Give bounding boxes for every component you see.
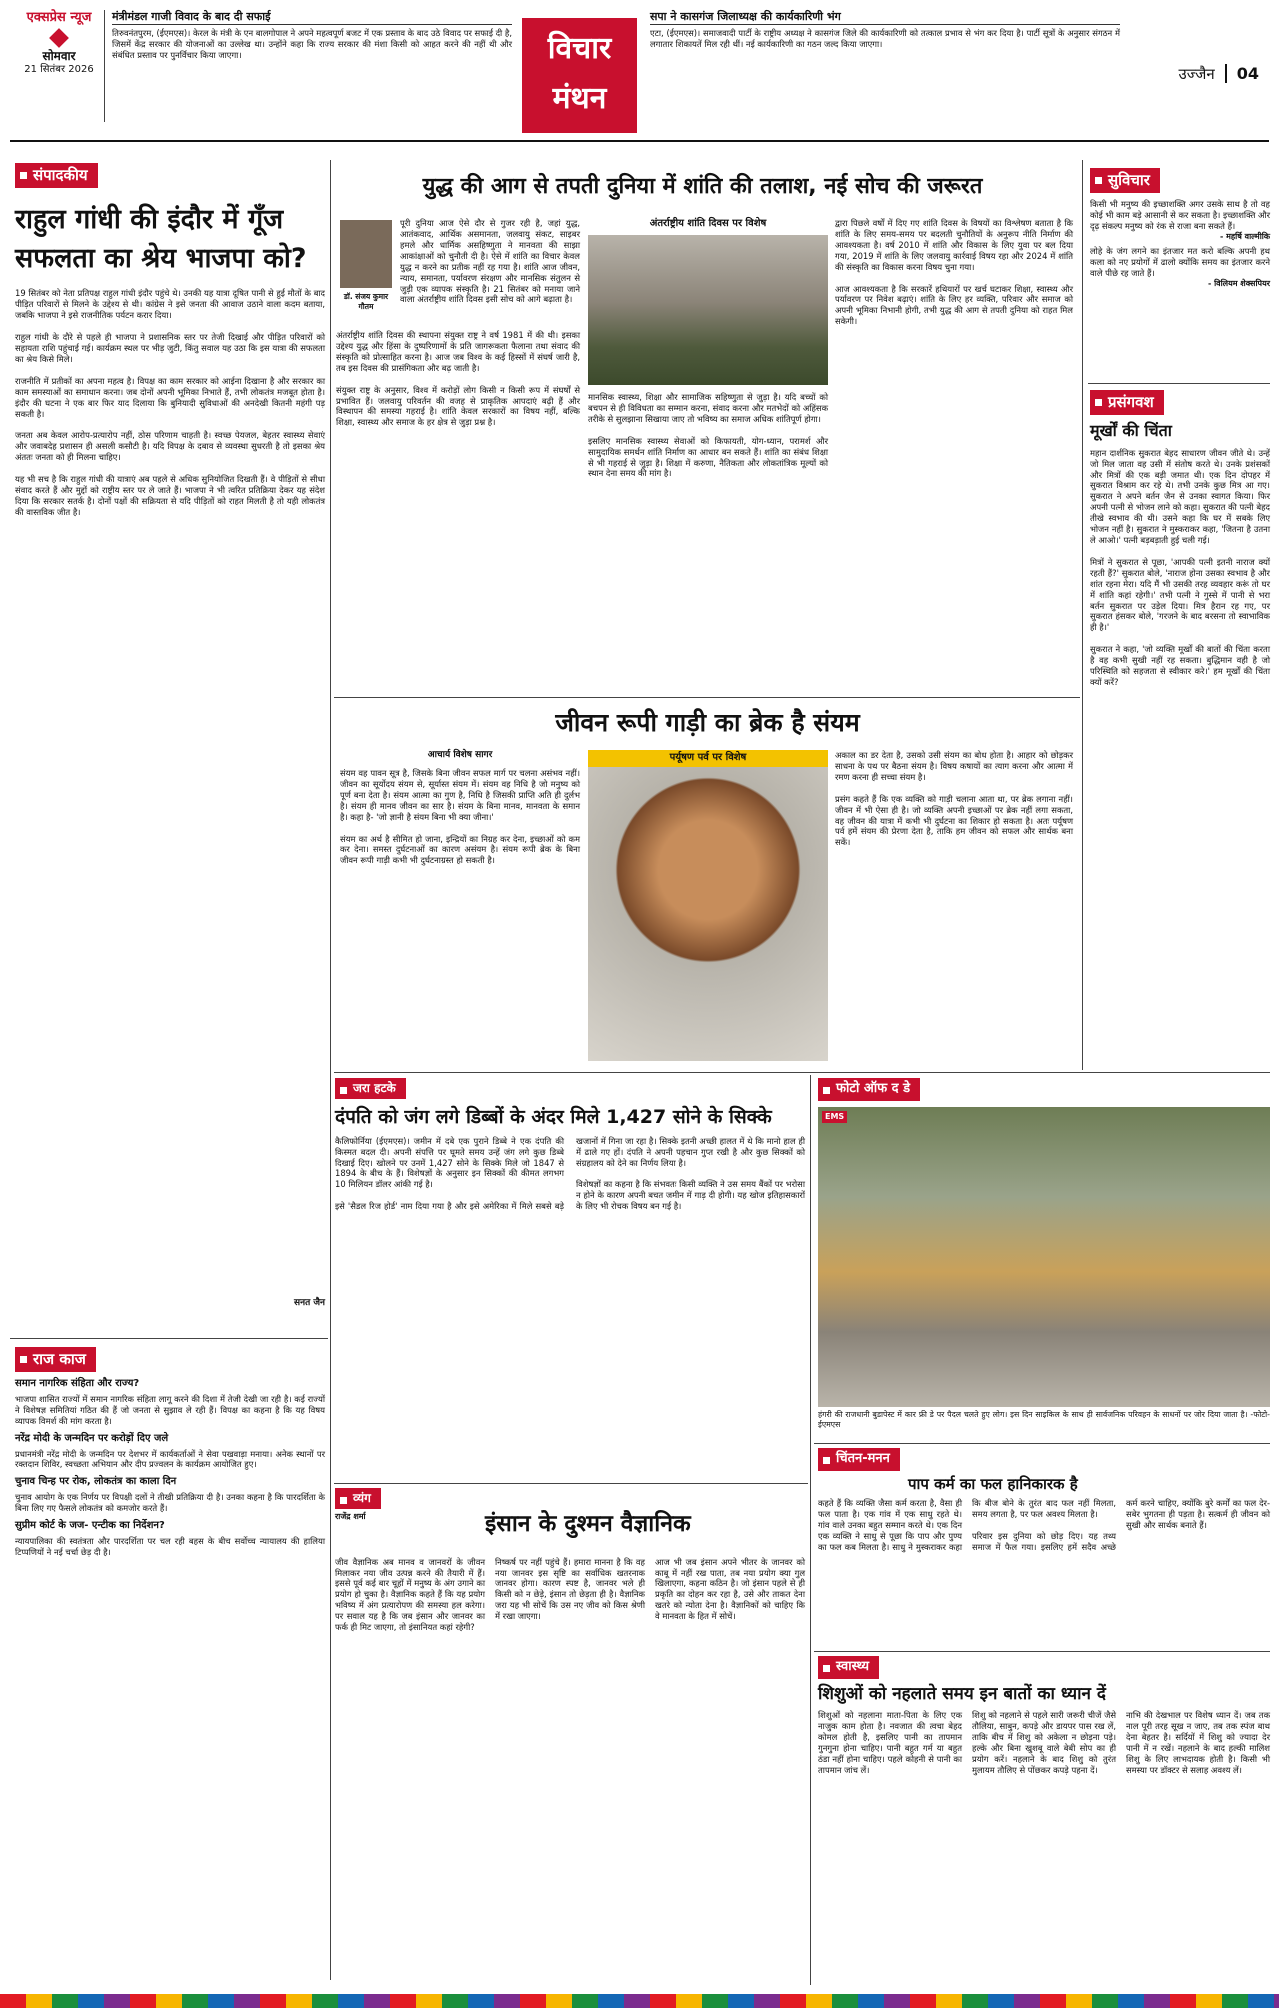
swasthya-headline: शिशुओं को नहलाते समय इन बातों का ध्यान दें [818,1683,1106,1704]
raj-kaaj-section [15,1347,328,1987]
raj-kaaj-tag: राज काज [15,1347,96,1372]
top-brief-right [650,10,1123,128]
raj-kaaj-item-title: समान नागरिक संहिता और राज्य? [15,1378,140,1390]
brand-name: एक्सप्रेस न्यूज [26,10,92,25]
chintan-tag: चिंतन-मनन [818,1448,900,1471]
masthead-date: 21 सितंबर 2026 [24,63,94,75]
suvichar-section [1090,168,1273,378]
raj-kaaj-item-title: सुप्रीम कोर्ट के जज- एन्टीक का निर्देशन? [15,1520,165,1532]
suvichar-author-1: - महर्षि वाल्मीकि [1220,231,1270,241]
budapest-car-free-day-photo [818,1107,1270,1407]
top-brief-left-text: तिरुवनंतपुरम, (ईएमएस)। केरल के मंत्री के एन बालगोपाल ने अपने महत्वपूर्ण बजट में एक प्रस्ताव के बाद उठे विवाद पर सफाई दी है, जिसमें केंद्र सरकार की योजनाओं का उल्लेख था। उन्होंने कहा कि राज्य सरकार की मंशा किसी को आहत करने की नहीं थी और संबंधित प्रस्ताव पर पुनर्विचार किया जाएगा। [112,28,515,60]
swasthya-text: शिशुओं को नहलाना माता-पिता के लिए एक नाजुक काम होता है। नवजात की त्वचा बेहद कोमल होती है, इसलिए पानी का तापमान गुनगुना होना चाहिए। पानी बहुत गर्म या बहुत ठंडा नहीं होना चाहिए। पहले कोहनी से पानी का तापमान जांच लें। शिशु को नहलाने से पहले सारी जरूरी चीजें जैसे तौलिया, साबुन, कपड़े और डायपर पास रख लें, ताकि बीच में शिशु को अकेला न छोड़ना पड़े। हल्के और बिना खुशबू वाले बेबी सोप का ही प्रयोग करें। नहलाने के बाद शिशु को तुरंत मुलायम तौलिए से पोंछकर कपड़े पहना दें। नाभि की देखभाल पर विशेष ध्यान दें। जब तक नाल पूरी तरह सूख न जाए, तब तक स्पंज बाथ देना बेहतर है। सर्दियों में शिशु को ज्यादा देर पानी में न रखें। नहलाने के बाद हल्की मालिश शिशु के लिए लाभदायक होती है। किसी भी समस्या पर डॉक्टर से सलाह अवश्य लें। [818,1710,1270,1775]
suvichar-tag: सुविचार [1090,168,1160,193]
raj-kaaj-item [15,1378,328,1427]
photo-of-day-tag: फोटो ऑफ द डे [818,1078,920,1101]
city-name: उज्जैन [1178,65,1215,83]
prasangvash-tag: प्रसंगवश [1090,390,1164,415]
city-page-marker [1178,64,1259,84]
sanyam-headline-box [335,700,1080,748]
ems-badge: EMS [822,1111,847,1123]
photo-of-day-section [818,1078,1273,1438]
jara-hatke-tag: जरा हटके [335,1078,406,1099]
sanyam-photo-caption: पर्यूषण पर्व पर विशेष [588,750,828,767]
brand-logo-icon [49,28,69,48]
vyang-col3: आज भी जब इंसान अपने भीतर के जानवर को काबू में नहीं रख पाता, तब नया प्रयोग क्या गुल खिलाएगा, कहना कठिन है। जो इंसान पहले से ही प्रकृति का दोहन कर रहा है, उसे और ताकत देना खतरे को न्योता देना है। वैज्ञानिकों को चाहिए कि वे मानवता के हित में सोचें। [655,1556,808,1622]
raj-kaaj-item-text: न्यायपालिका की स्वतंत्रता और पारदर्शिता पर चल रही बहस के बीच सर्वोच्च न्यायालय की हालिया टिप्पणियों ने नई चर्चा छेड़ दी है। [15,1535,328,1557]
editorial-section [15,163,325,1333]
main-article-col1: पूरी दुनिया आज ऐसे दौर से गुजर रही है, जहां युद्ध, आतंकवाद, आर्थिक असमानता, जलवायु संकट, साइबर हमले और धार्मिक असहिष्णुता ने मानवता की साझा आकांक्षाओं को चुनौती दी है। ऐसे में शांति का विचार केवल युद्ध न करने का प्रतीक नहीं रह गया है। शांति आज जीवन, न्याय, समानता, पर्यावरण संरक्षण और मानसिक संतुलन से जुड़ी एक व्यापक संस्कृति है। 21 सितंबर को मनाया जाने वाला अंतर्राष्ट्रीय शांति दिवस इसी सोच को आगे बढ़ाता है। [400,218,583,305]
main-article-headline-box [335,168,1070,206]
section-title-box [522,18,637,133]
monk-photo [588,767,828,1061]
chintan-section [818,1448,1270,1648]
editorial-headline: राहुल गांधी की इंदौर में गूँज सफलता का श्रेय भाजपा को? [15,204,307,275]
page-number: 04 [1225,64,1259,83]
main-article-col4: द्वारा पिछले वर्षों में दिए गए शांति दिवस के विषयों का विश्लेषण बताता है कि शांति के लिए समय-समय पर बदलती चुनौतियों के अनुरूप नीति निर्माण की आवश्यकता है। वर्ष 2010 में शांति और विकास के लिए युवा पर बल दिया गया, 2019 में शांति के लिए जलवायु कार्रवाई विषय रहा और 2024 में शांति की संस्कृति का विकास करना विषय चुना गया। आज आवश्यकता है कि सरकारें हथियारों पर खर्च घटाकर शिक्षा, स्वास्थ्य और पर्यावरण पर निवेश बढ़ाएं। शांति के लिए हर व्यक्ति, परिवार और समाज को अपनी भूमिका निभानी होगी, तभी युद्ध की आग से तपती दुनिया को राहत मिल सकेगी। [835,218,1073,327]
jara-hatke-text: कैलिफोर्निया (ईएमएस)। जमीन में दबे एक पुराने डिब्बे ने एक दंपति की किस्मत बदल दी। अपनी संपत्ति पर घूमते समय उन्हें जंग लगे कुछ डिब्बे दिखाई दिए। खोलने पर उनमें 1,427 सोने के सिक्के मिले जो 1847 से 1894 के बीच के हैं। विशेषज्ञों के अनुसार इन सिक्कों की कीमत लगभग 10 मिलियन डॉलर आंकी गई है। इसे 'सैडल रिज होर्ड' नाम दिया गया है और इसे अमेरिका में मिले सबसे बड़े खजानों में गिना जा रहा है। सिक्के इतनी अच्छी हालत में थे कि मानो हाल ही में ढाले गए हों। दंपति ने अपनी पहचान गुप्त रखी है और कुछ सिक्कों को संग्रहालय को देने का निर्णय लिया है। विशेषज्ञों का कहना है कि संभवतः किसी व्यक्ति ने उस समय बैंकों पर भरोसा न होने के कारण अपनी बचत जमीन में गाड़ दी होगी। यह खोज इतिहासकारों के लिए भी रोचक विषय बन गई है। [335,1135,805,1212]
prasangvash-section [1090,390,1270,1070]
suvichar-quote-1: किसी भी मनुष्य की इच्छाशक्ति अगर उसके साथ है तो वह कोई भी काम बड़े आसानी से कर सकता है। इच्छाशक्ति और दृढ़ संकल्प मनुष्य को रंक से राजा बना सकते हैं। [1090,199,1273,232]
main-article-col2: अंतर्राष्ट्रीय शांति दिवस की स्थापना संयुक्त राष्ट्र ने वर्ष 1981 में की थी। इसका उद्देश्य युद्ध और हिंसा के दुष्परिणामों के प्रति जागरूकता फैलाना तथा संवाद की संस्कृति को प्रोत्साहित करना है। आज जब विश्व के कई हिस्सों में संघर्ष जारी है, तब इस दिवस की प्रासंगिकता और बढ़ जाती है। संयुक्त राष्ट्र के अनुसार, विश्व में करोड़ों लोग किसी न किसी रूप में संघर्षों से प्रभावित हैं। जलवायु परिवर्तन की वजह से प्राकृतिक आपदाएं बढ़ी हैं और विस्थापन की समस्या गहराई है। शांति केवल सरकारों का विषय नहीं, बल्कि शिक्षा, स्वास्थ्य और समाज के हर क्षेत्र से जुड़ा प्रश्न है। [336,330,580,428]
sanyam-headline: जीवन रूपी गाड़ी का ब्रेक है संयम [555,708,860,737]
raj-kaaj-item-title: चुनाव चिन्ह पर रोक, लोकतंत्र का काला दिन [15,1476,177,1488]
raj-kaaj-item-text: प्रधानमंत्री नरेंद्र मोदी के जन्मदिन पर देशभर में कार्यकर्ताओं ने सेवा पखवाड़ा मनाया। अनेक स्थानों पर रक्तदान शिविर, स्वच्छता अभियान और दीप प्रज्वलन के कार्यक्रम आयोजित हुए। [15,1448,328,1470]
vyang-headline: इंसान के दुश्मन वैज्ञानिक [485,1511,691,1537]
sanyam-right-text: अकाल का डर देता है, उसको उसी संयम का बोध होता है। आहार को छोड़कर साधना के पथ पर बैठना संयम है। विषय कषायों का त्याग करना और आत्मा में रमण करना ही सच्चा संयम है। प्रसंग कहते हैं कि एक व्यक्ति को गाड़ी चलाना आता था, पर ब्रेक लगाना नहीं। जीवन में भी ऐसा ही है। जो व्यक्ति अपनी इच्छाओं पर ब्रेक नहीं लगा सकता, वह जीवन की यात्रा में कभी भी दुर्घटना का शिकार हो सकता है। अतः पर्यूषण पर्व हमें संयम की प्रेरणा देता है, ताकि हम जीवन को सफल और सार्थक बना सकें। [835,750,1073,848]
vyang-col2: निष्कर्ष पर नहीं पहुंचे हैं। हमारा मानना है कि वह नया जानवर इस सृष्टि का सर्वाधिक खतरनाक जानवर होगा। कारण स्पष्ट है, जानवर भले ही किसी को न छेड़े, इंसान तो छेड़ता ही है। वैज्ञानिक जरा यह भी सोचें कि उस नए जीव को किस श्रेणी में रखा जाएगा। [495,1556,648,1622]
swasthya-tag: स्वास्थ्य [818,1656,879,1679]
raj-kaaj-item-title: नरेंद्र मोदी के जन्मदिन पर करोड़ों दिए जले [15,1432,169,1444]
section-title-line2: मंथन [552,81,607,116]
author-photo [340,220,392,288]
editorial-tag: संपादकीय [15,163,98,188]
prasangvash-text: महान दार्शनिक सुकरात बेहद साधारण जीवन जीते थे। उन्हें जो मिल जाता वह उसी में संतोष करते थे। उनके प्रशंसकों और मित्रों की एक बड़ी जमात थी। एक दिन दोपहर में सुकरात विश्राम कर रहे थे। तभी उनके कुछ मित्र आ गए। सुकरात ने अपने बर्तन जैन से उनका स्वागत किया। फिर अपनी पत्नी से भोजन लाने को कहा। सुकरात की पत्नी बेहद तीखे स्वभाव की थी। उसने कहा कि घर में सबके लिए भोजन नहीं है। सुकरात ने मुस्कराकर कहा, 'जितना है उतना ले आओ।' पत्नी बड़बड़ाती हुई चली गई। मित्रों ने सुकरात से पूछा, 'आपकी पत्नी इतनी नाराज क्यों रहती हैं?' सुकरात बोले, 'नाराज होना उसका स्वभाव है और शांत रहना मेरा। यदि मैं भी उसकी तरह व्यवहार करूं तो घर में शांति कहां रहेगी।' तभी पत्नी ने गुस्से में पानी से भरा बर्तन सुकरात पर उड़ेल दिया। मित्र हैरान रह गए, पर सुकरात हंसकर बोले, 'गरजने के बाद बरसना तो स्वाभाविक ही है।' सुकरात ने कहा, 'जो व्यक्ति मूर्खों की बातों की चिंता करता है वह कभी सुखी नहीं रह सकता। बुद्धिमान वही है जो परिस्थिति को सहजता से स्वीकार करे।' हम मूर्खों की चिंता क्यों करें? [1090,447,1270,688]
main-article-col3: मानसिक स्वास्थ्य, शिक्षा और सामाजिक सहिष्णुता से जुड़ा है। यदि बच्चों को बचपन से ही विविधता का सम्मान करना, संवाद करना और मतभेदों को अहिंसक तरीके से सुलझाना सिखाया जाए तो भविष्य का समाज अधिक शांतिपूर्ण होगा। इसलिए मानसिक स्वास्थ्य सेवाओं को किफायती, योग-ध्यान, परामर्श और सामुदायिक समर्थन शांति निर्माण का आधार बन सकते हैं। शांति का संबंध शिक्षा से भी गहराई से जुड़ा है। शिक्षा में करुणा, नैतिकता और लोकतांत्रिक मूल्यों को स्थान देना समय की मांग है। [588,392,828,479]
sanyam-photo-block [588,750,828,1066]
raj-kaaj-item-text: चुनाव आयोग के एक निर्णय पर विपक्षी दलों ने तीखी प्रतिक्रिया दी है। उनका कहना है कि पारदर्शिता के बिना लिए गए फैसले लोकतंत्र को कमजोर करते हैं। [15,1492,328,1514]
main-article-author: डॉ. संजय कुमार गौतम [343,292,389,311]
top-brief-left [112,10,515,128]
prasangvash-title: मूर्खों की चिंता [1090,421,1172,441]
main-article-headline: युद्ध की आग से तपती दुनिया में शांति की तलाश, नई सोच की जरूरत [422,174,983,199]
editorial-body: 19 सितंबर को नेता प्रतिपक्ष राहुल गांधी इंदौर पहुंचे थे। उनकी यह यात्रा दूषित पानी से हुई मौतों के बाद पीड़ित परिवारों से मिलने के उद्देश्य से थी। कांग्रेस ने इसे जनता की आवाज उठाने वाला कदम बताया, जबकि भाजपा ने इसे राजनीतिक पर्यटन करार दिया। राहुल गांधी के दौरे से पहले ही भाजपा ने प्रशासनिक स्तर पर तेजी दिखाई और पीड़ित परिवारों को सहायता राशि पहुंचाई गई। कार्यक्रम स्थल पर भीड़ जुटी, किंतु सवाल यह उठा कि इस यात्रा की सफलता का श्रेय किसे मिले। राजनीति में प्रतीकों का अपना महत्व है। विपक्ष का काम सरकार को आईना दिखाना है और सरकार का काम समस्याओं का समाधान करना। जब दोनों अपनी भूमिका निभाते हैं, तभी लोकतंत्र मजबूत होता है। इंदौर की घटना ने एक बार फिर याद दिलाया कि बुनियादी सुविधाओं की अनदेखी कितनी महंगी पड़ सकती है। जनता अब केवल आरोप-प्रत्यारोप नहीं, ठोस परिणाम चाहती है। स्वच्छ पेयजल, बेहतर स्वास्थ्य सेवाएं और जवाबदेह प्रशासन ही असली कसौटी है। यदि विपक्ष के दबाव से व्यवस्था सुधरती है तो इसका श्रेय अंततः जनता को ही मिलना चाहिए। यह भी सच है कि राहुल गांधी की यात्राएं अब पहले से अधिक सुनियोजित दिखती हैं। वे पीड़ितों से सीधा संवाद करते हैं और मुद्दों को राष्ट्रीय स्तर पर ले जाते हैं। भाजपा ने भी त्वरित प्रतिक्रिया देकर यह संदेश दिया कि सरकार सतर्क है। दोनों पक्षों की सक्रियता से यदि पीड़ितों को राहत मिलती है तो यही लोकतंत्र की वास्तविक जीत है। [15,288,325,517]
sanyam-author: आचार्य विशेष सागर [427,750,493,760]
jara-hatke-section [335,1078,805,1478]
raj-kaaj-item [15,1432,328,1471]
raj-kaaj-item [15,1476,328,1514]
war-smoke-photo [588,235,828,385]
vyang-col1: जीव वैज्ञानिक अब मानव व जानवरों के जीवन मिलाकर नया जीव उत्पन्न करने की तैयारी में हैं। इससे पूर्व कई बार चूहों में मनुष्य के अंग उगाने का प्रयोग हो चुका है। वैज्ञानिक कहते हैं कि यह प्रयोग भविष्य में अंग प्रत्यारोपण की समस्या हल करेगा। पर सवाल यह है कि जब इंसान और जानवर का फर्क ही मिट जाएगा, तो इंसानियत कहां रहेगी? [335,1556,488,1633]
editorial-byline: सनत जैन [293,1298,325,1309]
suvichar-quote-2: लोहे के जंग लगने का इंतजार मत करो बल्कि अपनी हथ कला को नए प्रयोगों में ढालो क्योंकि समय का इंतजार करने वाले पीछे रह जाते हैं। [1090,246,1273,279]
raj-kaaj-item [15,1520,328,1558]
masthead-brand-block [18,10,100,120]
suvichar-author-2: - विलियम शेक्सपियर [1207,278,1270,288]
vyang-section [335,1488,808,1988]
photo-label: अंतर्राष्ट्रीय शांति दिवस पर विशेष [649,218,767,229]
jara-hatke-headline: दंपति को जंग लगे डिब्बों के अंदर मिले 1,427 सोने के सिक्के [335,1106,772,1129]
chintan-text: कहते हैं कि व्यक्ति जैसा कर्म करता है, वैसा ही फल पाता है। एक गांव में एक साधु रहते थे। गांव वाले उनका बहुत सम्मान करते थे। एक दिन एक व्यक्ति ने साधु से पूछा कि पाप और पुण्य का फल कब मिलता है। साधु ने मुस्कराकर कहा कि बीज बोने के तुरंत बाद फल नहीं मिलता, समय लगता है, पर फल अवश्य मिलता है। परिवार इस दुनिया को छोड़ दिए। यह तथ्य समाज में फैल गया। इसलिए हमें सदैव अच्छे कर्म करने चाहिए, क्योंकि बुरे कर्मों का फल देर-सबेर भुगतना ही पड़ता है। सत्कर्म ही जीवन को सुखी और सार्थक बनाते हैं। [818,1497,1270,1552]
sanyam-left-text: संयम वह पावन सूत्र है, जिसके बिना जीवन सफल मार्ग पर चलना असंभव नहीं। जीवन का सूर्योदय संयम से, सूर्यास्त संयम में। संयम वह निधि है जो मनुष्य को पूर्ण बना देता है। संयम आत्मा का गुण है, निधि है जिसकी प्राप्ति अति ही दुर्लभ है। संयम ही मानव जीवन का सार है। संयम के बिना मानव, मानवता के समान है। कहा है- 'जो ज्ञानी है संयम बिना भी क्या जीना।' संयम का अर्थ है सीमित हो जाना, इन्द्रियों का निग्रह कर देना, इच्छाओं को कम कर देना। समस्त दुर्घटनाओं का कारण असंयम है। संयम रूपी ब्रेक के बिना जीवन रूपी गाड़ी कभी भी दुर्घटनाग्रस्त हो सकती है। [340,768,580,866]
chintan-headline: पाप कर्म का फल हानिकारक है [908,1474,1078,1493]
photo-of-day-caption: हंगरी की राजधानी बुडापेस्ट में कार फ्री डे पर पैदल चलते हुए लोग। इस दिन साइकिल के साथ ही सार्वजनिक परिवहन के साधनों पर जोर दिया जाता है। -फोटो- ईएमएस [818,1409,1273,1429]
raj-kaaj-item-text: भाजपा शासित राज्यों में समान नागरिक संहिता लागू करने की दिशा में तेजी देखी जा रही है। कई राज्यों ने विशेषज्ञ समितियां गठित की हैं जो जनता से सुझाव ले रही हैं। विपक्ष का कहना है कि यह विषय व्यापक विमर्श की मांग करता है। [15,1393,328,1426]
vyang-author: राजेंद्र शर्मा [335,1512,366,1522]
top-brief-right-title: सपा ने कासगंज जिलाध्यक्ष की कार्यकारिणी भंग [650,10,1120,25]
section-title-line1: विचार [547,31,612,66]
masthead-day: सोमवार [42,48,76,63]
main-article-photo-block [588,218,828,388]
vyang-tag: व्यंग [335,1488,381,1509]
top-brief-right-text: एटा, (ईएमएस)। समाजवादी पार्टी के राष्ट्रीय अध्यक्ष ने कासगंज जिले की कार्यकारिणी को तत्काल प्रभाव से भंग कर दिया है। पार्टी सूत्रों के अनुसार संगठन में लगातार शिकायतें मिल रही थीं। नई कार्यकारिणी का गठन जल्द किया जाएगा। [650,28,1123,49]
swasthya-section [818,1656,1270,1991]
top-brief-left-title: मंत्रीमंडल गाजी विवाद के बाद दी सफाई [112,10,512,25]
bottom-colour-stripe [0,1994,1279,2008]
